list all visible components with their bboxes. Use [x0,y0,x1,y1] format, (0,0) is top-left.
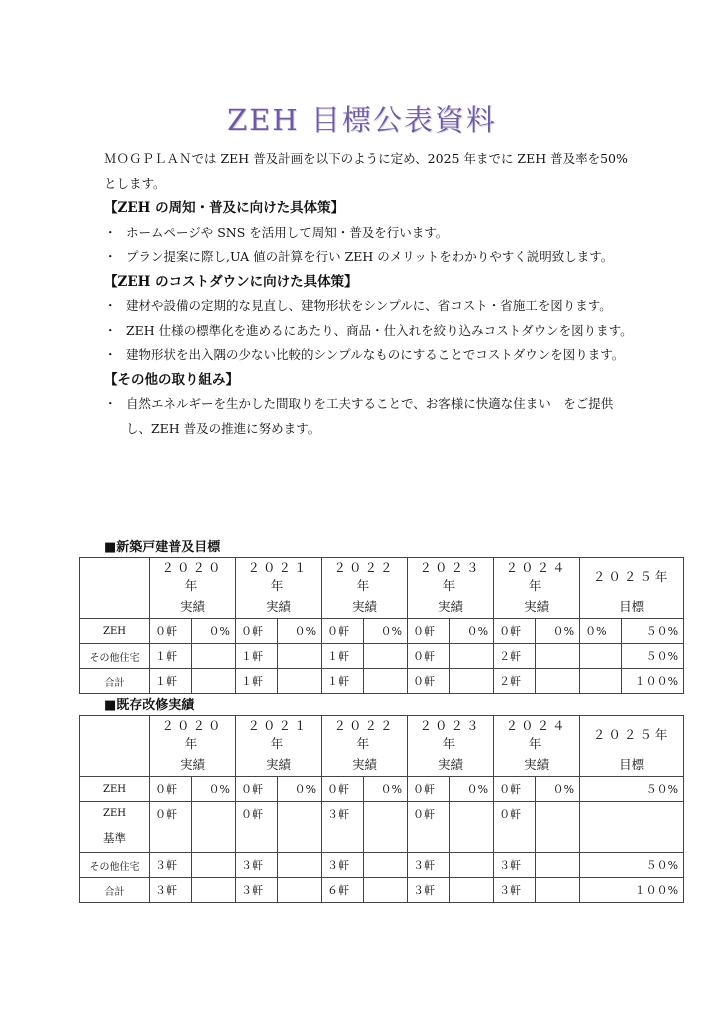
table-cell [580,802,684,853]
table-cell [192,853,236,878]
table-row [80,619,684,644]
bullet-marker: ・ [104,322,117,338]
table-cell [192,669,236,694]
table-cell: ０軒 [150,619,192,644]
table-cell [364,878,408,903]
list-item-text: 建物形状を出入隅の少ない比較的シンプルなものにすることでコストダウンを図ります。 [126,347,625,362]
table-cell: ６軒 [322,878,364,903]
table-cell [192,644,236,669]
table-cell: ３軒 [236,853,278,878]
type-header: 実績 [494,594,580,619]
table2-title: ■既存改修実績 [104,698,195,713]
table-cell: １軒 [236,644,278,669]
type-header: 目標 [580,594,684,619]
type-header: 実績 [494,752,580,777]
year-header: ２０２４年 [494,716,580,753]
type-header: 実績 [150,594,236,619]
table-cell [450,878,494,903]
table1-title: ■新築戸建普及目標 [104,540,221,555]
table-cell [364,853,408,878]
table-cell: ０% [536,619,580,644]
list-item [104,392,634,441]
table-cell: ３軒 [408,853,450,878]
table-cell [278,669,322,694]
table-row [80,802,684,853]
year-header: ２０２２年 [322,716,408,753]
row-label: その他住宅 [80,853,150,878]
table-cell [536,878,580,903]
row-label: その他住宅 [80,644,150,669]
list-item [104,343,634,368]
type-header: 目標 [580,752,684,777]
new-build-target-table [79,557,684,694]
renovation-results-table [79,715,684,903]
table-cell: ０軒 [236,777,278,802]
table-cell: ０% [536,777,580,802]
table-cell [536,853,580,878]
table-cell: ０軒 [150,777,192,802]
table-cell [278,878,322,903]
row-label [80,802,150,853]
bullet-marker: ・ [104,224,117,240]
table-cell: ３軒 [494,853,536,878]
type-header: 実績 [236,752,322,777]
table-cell [536,802,580,853]
row-label: 合計 [80,669,150,694]
table-cell: ０% [450,777,494,802]
list-item [104,319,634,344]
year-header: ２０２１年 [236,558,322,595]
year-header: ２０２３年 [408,716,494,753]
table-cell: ０軒 [236,802,278,853]
row-label-line: ZEH [103,808,126,819]
table-row [80,878,684,903]
table-cell: １軒 [150,669,192,694]
row-label: ZEH [80,777,150,802]
table-cell: ０% [278,777,322,802]
year-header: ２０２５年 [580,558,684,595]
table-cell [450,802,494,853]
table-cell: ０軒 [408,669,450,694]
table-cell: ０軒 [150,802,192,853]
table-cell: ３軒 [322,802,364,853]
table-cell: ０% [192,619,236,644]
table-cell: １軒 [322,644,364,669]
table-cell: ５０% [622,619,684,644]
table-cell: １００% [622,669,684,694]
table-cell: ０軒 [322,619,364,644]
table-cell: １００% [580,878,684,903]
document-body [104,147,634,441]
table-row [80,853,684,878]
table-cell: ０% [364,619,408,644]
table-cell [364,669,408,694]
bullet-marker: ・ [104,347,117,362]
table-cell [192,878,236,903]
table-cell: １軒 [322,669,364,694]
year-header: ２０２０年 [150,558,236,595]
type-header: 実績 [322,752,408,777]
list-item-text: ZEH 仕様の標準化を進めるにあたり、商品・仕入れを絞り込みコストダウンを図ります。 [126,322,633,338]
list-item-text: 自然エネルギーを生かした間取りを工夫することで、お客様に快適な住まい をご提供し、ZEH 普及の推進に努めます。 [126,396,614,436]
list-item [104,221,634,246]
table-cell: ０軒 [494,802,536,853]
table-cell: １軒 [150,644,192,669]
year-header: ２０２２年 [322,558,408,595]
table-cell: ０% [278,619,322,644]
table-cell: ０軒 [494,619,536,644]
table-cell [192,802,236,853]
list-item-text: ホームページや SNS を活用して周知・普及を行います。 [126,224,449,240]
table-cell: ５０% [622,644,684,669]
year-header: ２０２０年 [150,716,236,753]
table-cell: ３軒 [408,878,450,903]
table-cell [450,669,494,694]
table-cell [278,853,322,878]
table-cell: ０軒 [494,777,536,802]
table-cell [364,802,408,853]
table-cell: ０軒 [408,777,450,802]
list-item-text: プラン提案に際し,UA 値の計算を行い ZEH のメリットをわかりやすく説明致します。 [126,249,614,264]
table-cell: ０% [364,777,408,802]
table-cell: ３軒 [236,878,278,903]
table-cell: ０% [450,619,494,644]
year-header: ２０２３年 [408,558,494,595]
table-cell [580,644,622,669]
table-row [80,777,684,802]
table-cell: ５０% [580,777,684,802]
table-cell [536,669,580,694]
header-corner [80,558,150,619]
table-cell: ０% [580,619,622,644]
page-title: ZEH 目標公表資料 [227,103,497,137]
table-cell: ０軒 [408,802,450,853]
table-cell: ０軒 [408,619,450,644]
bullet-marker: ・ [104,249,117,264]
intro-paragraph: ＭＯＧＰＬＡＮでは ZEH 普及計画を以下のように定め、2025 年までに ZEH 普及率を50%とします。 [104,151,628,191]
table-cell: １軒 [236,669,278,694]
row-label: 合計 [80,878,150,903]
section-heading-other: 【その他の取り組み】 [104,371,239,388]
bullet-marker: ・ [104,396,117,411]
type-header: 実績 [408,594,494,619]
type-header: 実績 [408,752,494,777]
section-heading-cost: 【ZEH のコストダウンに向けた具体策】 [104,273,358,290]
bullet-marker: ・ [104,298,117,313]
table-cell: ０軒 [236,619,278,644]
table-row [80,669,684,694]
table-cell: ３軒 [494,878,536,903]
table-cell: ０軒 [322,777,364,802]
row-label-line: 基準 [103,831,126,845]
table-cell: ３軒 [150,853,192,878]
section-heading-awareness: 【ZEH の周知・普及に向けた具体策】 [104,200,345,216]
type-header: 実績 [150,752,236,777]
table-cell: ２軒 [494,669,536,694]
row-label: ZEH [80,619,150,644]
table-cell [580,669,622,694]
year-header: ２０２１年 [236,716,322,753]
table-cell: ０軒 [408,644,450,669]
year-header: ２０２４年 [494,558,580,595]
type-header: 実績 [322,594,408,619]
table-row [80,644,684,669]
table-cell [364,644,408,669]
table-cell: ３軒 [150,878,192,903]
table-cell [278,802,322,853]
table-cell [278,644,322,669]
header-corner [80,716,150,777]
list-item [104,294,634,319]
list-item-text: 建材や設備の定期的な見直し、建物形状をシンプルに、省コスト・省施工を図ります。 [126,298,612,313]
year-header: ２０２５年 [580,716,684,753]
type-header: 実績 [236,594,322,619]
table-cell [450,644,494,669]
table-cell: ０% [192,777,236,802]
table-cell: ３軒 [322,853,364,878]
table-cell [450,853,494,878]
table-cell: ５０% [580,853,684,878]
list-item [104,245,634,270]
table-cell [536,644,580,669]
table-cell: ２軒 [494,644,536,669]
